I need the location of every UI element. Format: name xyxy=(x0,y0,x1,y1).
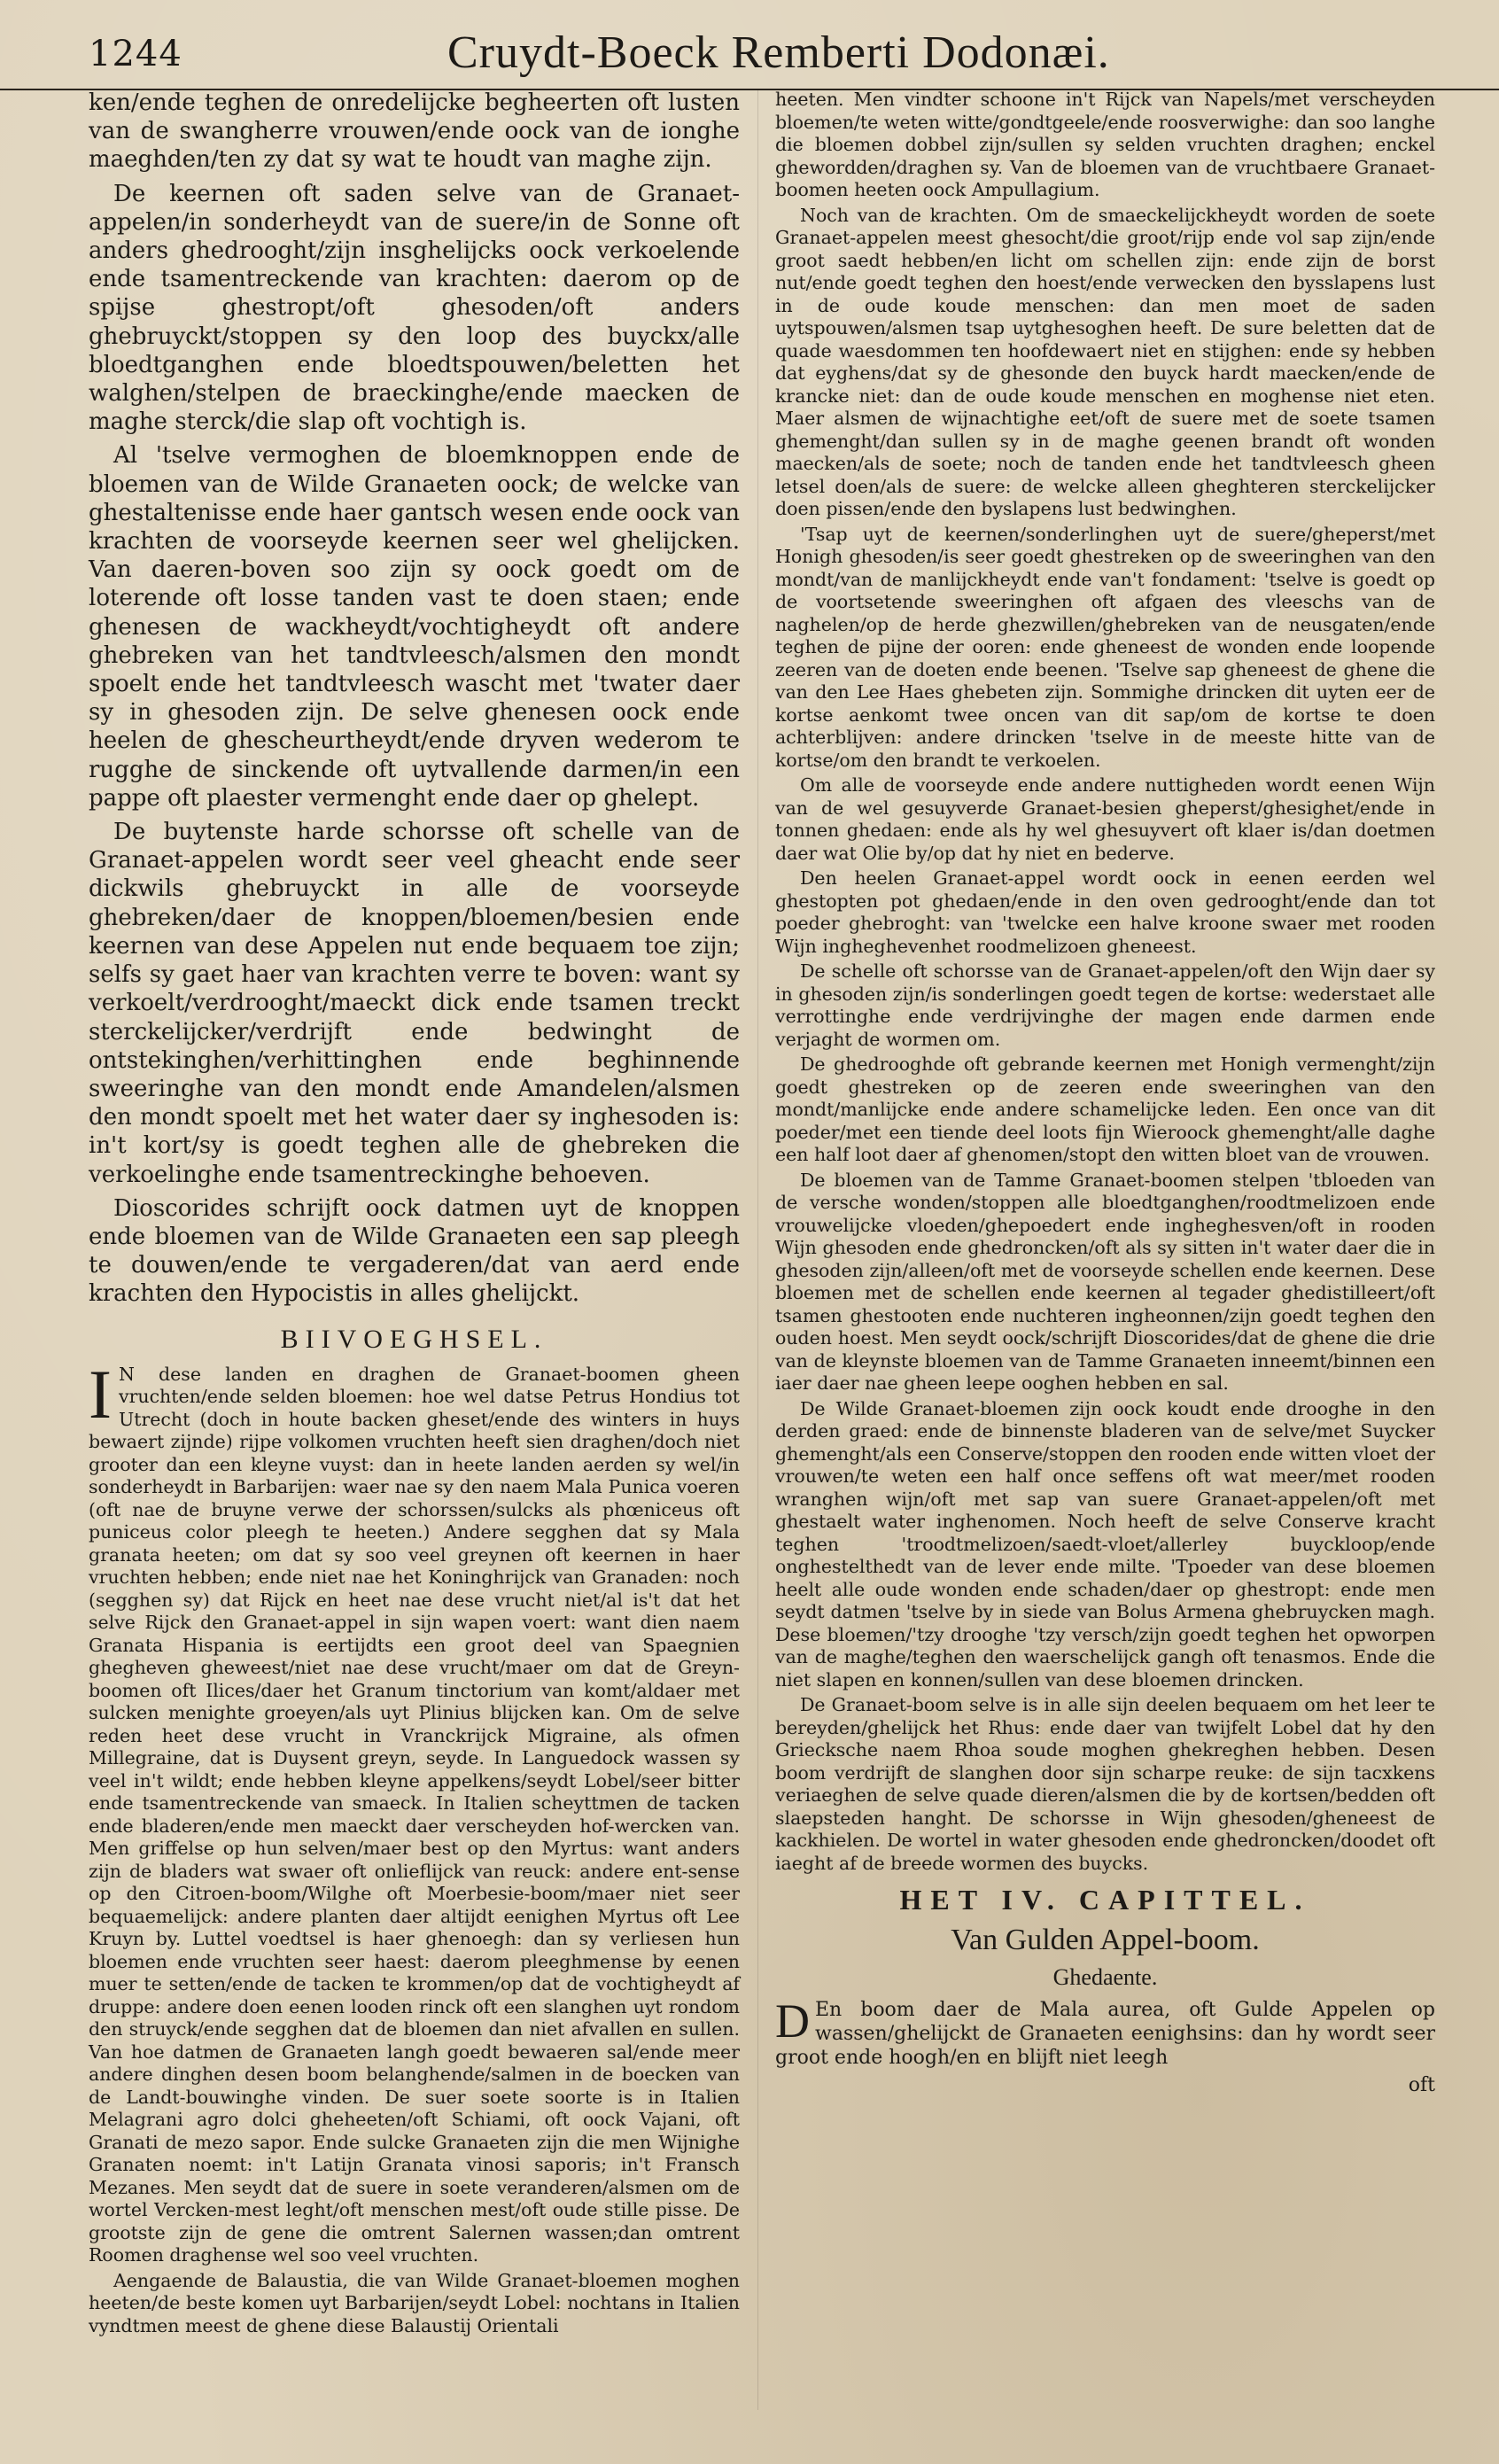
paragraph: Dioscorides schrijft oock datmen uyt de knoppen ende bloemen van de Wilde Granaeten een sap pleegh te douwen/ende te vergaderen/dat van aerd ende krachten den Hypocistis in alles ghelijckt. xyxy=(89,1194,740,1308)
section-heading-bijvoeghsel: BIIVOEGHSEL. xyxy=(280,1324,548,1354)
column-divider xyxy=(757,89,758,2410)
page-header xyxy=(0,0,1499,90)
chapter-subtitle: Van Gulden Appel-boom. xyxy=(951,1924,1260,1956)
chapter-section-heading: Ghedaente. xyxy=(1052,1964,1158,1990)
bijvoeghsel-text: N dese landen en draghen de Granaet-boomen gheen vruchten/ende selden bloemen: hoe wel datse Petrus Hondius tot Utrecht (doch in houte backen gheset/ende des winters in huys bewaert zijnde) rijpe volkomen vruchten heeft sien draghen/doch niet grooter dan een kleyne vuyst: dan in heete landen aerden sy wel/in sonderheydt in Barbarijen: waer nae sy den naem Mala Punica voeren (oft nae de bruyne verwe der schorssen/sulcks als phœniceus oft puniceus color pleegh te heeten.) Andere segghen dat sy Mala granata heeten; om dat sy soo veel greynen oft keernen in haer vruchten hebben; ende niet nae het Koninghrijck van Granaden: noch (segghen sy) dat Rijck en heet nae dese vrucht niet/al is't dat het selve Rijck den Granaet-appel in sijn wapen voert: want dien naem Granata Hispania is eertijdts een groot deel van Spaegnien ghegheven gheweest/niet nae dese vrucht/maer om dat de Greyn-boomen oft Ilices/daer het Granum tinctorium van komt/aldaer met sulcken menighte groeyen/als uyt Plinius blijcken kan. Om de selve reden heet dese vrucht in Vranckrijck Migraine, als ofmen Millegraine, dat is Duysent greyn, seyde. In Languedock wassen sy veel in't wildt; ende hebben kleyne appelkens/seydt Lobel/seer bitter ende tsamentreckende van smaeck. In Italien scheyttmen de tacken ende bladeren/ende men maeckt daer verscheyden hof-wercken van. Men griffelse op hun selven/maer best op den Myrtus: want anders zijn de bladers wat swaer oft onlieflijck van reuck: andere ent-sense op den Citroen-boom/Wilghe oft Moerbesie-boom/maer niet seer bequaemelijck: andere planten daer altijdt eenighen Myrtus oft Lee Kruyn by. Luttel voedtsel is haer ghenoegh: dan sy verliesen hun bloemen ende vruchten seer haest: daerom pleeghmense by eenen muer te setten/ende de tacken te krommen/op dat de vochtigheydt af druppe: andere doen eenen looden rinck oft een slanghen uyt rondom den struyck/ende segghen dat de bloemen dan niet afvallen en sullen. Van hoe datmen de Granaeten langh goedt bewaeren sal/ende meer andere dinghen desen boom belanghende/salmen in de boecken van de Landt-bouwinghe vinden. De suer soete soorte is in Italien Melagrani agro dolci gheheeten/oft Schiami, oft oock Vajani, oft Granati de mezo sapor. Ende sulcke Granaeten zijn die men Wijnighe Granaten noemt: in't Latijn Granata vinosi saporis; in't Fransch Mezanes. Men seydt dat de suere in soete veranderen/alsmen om de wortel Vercken-mest leght/oft menschen mest/oft oude stille pisse. De grootste zijn de gene die omtrent Salernen wassen;dan omtrent Roomen draghense wel soo veel vruchten. xyxy=(89,1363,740,2266)
paragraph: De keernen oft saden selve van de Granaet-appelen/in sonderheydt van de suere/in de Sonne oft anders ghedrooght/zijn insghelijcks oock verkoelende ende tsamentreckende van krachten: daerom op de spijse ghestropt/oft ghesoden/oft anders ghebruyckt/stoppen sy den loop des buyckx/alle bloedtganghen ende bloedtspouwen/beletten het walghen/stelpen de braeckinghe/ende maecken de maghe sterck/die slap oft vochtigh is. xyxy=(89,180,740,436)
paragraph: 'Tsap uyt de keernen/sonderlinghen uyt de suere/gheperst/met Honigh ghesoden/is seer goedt ghestreken op de sweeringhen van den mondt/van de manlijckheydt ende van't fondament: 'tselve is goedt op de voortsetende sweeringhen oft afgaen des vleeschs van de naghelen/op de herde ghezwillen/ghebreken van de neusgaten/ende teghen de pijne der ooren: ende gheneest de wonden ende loopende zeeren van de doeten ende beenen. 'Tselve sap gheneest de ghene die van den Lee Haes ghebeten zijn. Sommighe drincken dit uyten eer de kortse aenkomt twee oncen van dit sap/om de kortse te doen achterblijven: andere drincken 'tselve in de meeste hitte van de kortse/om den brandt te verkoelen. xyxy=(775,523,1435,771)
paragraph: Aengaende de Balaustia, die van Wilde Granaet-bloemen moghen heeten/de beste komen uyt Barbarijen/seydt Lobel: nochtans in Italien vyndtmen meest de ghene diese Balaustij Orientali xyxy=(89,2269,740,2336)
paragraph: De Granaet-boom selve is in alle sijn deelen bequaem om het leer te bereyden/ghelijck het Rhus: ende daer van twijfelt Lobel dat hy den Griecksche naem Rhoa soude moghen ghekreghen hebben. Desen boom verdrijft de slanghen door sijn scharpe reuke: de sijn tacxkens veriaeghen de selve quade dieren/alsmen die by de kortsen/bedden oft slaepsteden hanght. De schorsse in Wijn ghesoden/gheneest de kackhielen. De wortel in water ghesoden ende ghedroncken/doodet oft iaeght af de breede wormen des buycks. xyxy=(775,1694,1435,1874)
paragraph: Noch van de krachten. Om de smaeckelijckheydt worden de soete Granaet-appelen meest ghesocht/die groot/rijp ende vol sap zijn/ende groot saedt hebben/en licht om schellen zijn: ende zijn de borst nut/ende goedt teghen den hoest/ende verwecken den bysslapens lust in de oude koude menschen: dan men moet de saden uytspouwen/alsmen tsap uytghesoghen heeft. De sure beletten dat de quade waesdommen ten hoofdewaert niet en stijghen: ende sy hebben dat eyghens/dat sy de ghesonde den buyck hardt maecken/ende de krancke niet: dan de oude koude menschen en moghense niet eten. Maer alsmen de wijnachtighe eet/oft de suere met de soete tsamen ghemenght/dan sullen sy in de maghe geenen brandt oft wonden maecken/als de soete; noch de tanden ende het tandtvleesch gheen letsel doen/als de suere: de welcke alleen gheghteren sterckelijcker doen pissen/ende den byslapens lust bedwinghen. xyxy=(775,204,1435,519)
drop-cap: I xyxy=(89,1355,112,1433)
bijvoeghsel-paragraph xyxy=(89,1355,740,2267)
chapter-paragraph xyxy=(775,1994,1435,2071)
paragraph: De schelle oft schorsse van de Granaet-appelen/oft den Wijn daer sy in ghesoden zijn/is sonderlingen goedt tegen de kortse: wederstaet alle verrottinghe ende verdrijvinghe der magen ende darmen ende verjaght de wormen om. xyxy=(775,960,1435,1050)
catchword: oft xyxy=(1408,2073,1435,2096)
paragraph: De ghedrooghde oft gebrande keernen met Honigh vermenght/zijn goedt ghestreken op de zeeren ende sweeringhen van den mondt/manlijcke ende andere schamelijcke leden. Een once van dit poeder/met een tiende deel loots fijn Wieroock ghemenght/alle daghe een half loot daer af ghenomen/stopt den witten bloet van de vrouwen. xyxy=(775,1053,1435,1165)
paragraph: Al 'tselve vermoghen de bloemknoppen ende de bloemen van de Wilde Granaeten oock; de welcke van ghestaltenisse ende haer gantsch wesen ende oock van krachten de voorseyde keernen seer wel ghelijcken. Van daeren-boven soo zijn sy oock goedt om de loterende oft losse tanden vast te doen staen; ende ghenesen de wackheydt/vochtigheydt oft andere ghebreken van het tandtvleesch/alsmen den mondt spoelt ende het tandtvleesch wascht met 'twater daer sy in ghesoden zijn. De selve ghenesen oock ende heelen de ghescheurtheydt/ende dryven wederom te rugghe de sinckende oft uytvallende darmen/in een pappe oft plaester vermenght ende daer op ghelept. xyxy=(89,442,740,812)
paragraph: De buytenste harde schorsse oft schelle van de Granaet-appelen wordt seer veel gheacht ende seer dickwils ghebruyckt in alle de voorseyde ghebreken/daer de knoppen/bloemen/besien ende keernen van dese Appelen nut ende bequaem toe zijn; selfs sy gaet haer van krachten verre te boven: want sy verkoelt/verdrooght/maeckt dick ende tsamen treckt sterckelijcker/verdrijft ende bedwinght de ontstekinghen/verhittinghen ende beghinnende sweeringhe van den mondt ende Amandelen/alsmen den mondt spoelt met het water daer sy inghesoden is: in't kort/sy is goedt teghen alle de ghebreken die verkoelinghe ende tsamentreckinghe behoeven. xyxy=(89,819,740,1188)
chapter-text: En boom daer de Mala aurea, oft Gulde Appelen op wassen/ghelijckt de Granaeten eenighsins: dan hy wordt seer groot ende hoogh/en en blijft niet leegh xyxy=(775,1999,1435,2070)
drop-cap: D xyxy=(775,1994,810,2048)
right-column xyxy=(775,89,1435,2096)
left-column xyxy=(89,89,740,2340)
paragraph: De Wilde Granaet-bloemen zijn oock koudt ende drooghe in den derden graed: ende de binnenste bladeren van de selve/met Suycker ghemenght/als een Conserve/stoppen den rooden ende witten vloet der vrouwen/te weten een half once seffens oft wat meer/met rooden wranghen wijn/oft met sap van suere Granaet-appelen/oft met ghestaelt water inghenomen. Noch heeft de selve Conserve kracht teghen 'troodtmelizoen/saedt-vloet/allerley buyckloop/ende onghestelthedt van de lever ende milte. 'Tpoeder van dese bloemen heelt alle oude wonden ende schaden/daer op ghestropt: ende men seydt datmen 'tselve by in siede van Bolus Armena ghebruycken magh. Dese bloemen/'tzy drooghe 'tzy versch/zijn goedt teghen het opworpen van de maghe/teghen den waerschelijck gangh oft tenasmos. Ende die niet slapen en konnen/sullen van dese bloemen drincken. xyxy=(775,1397,1435,1691)
paragraph: Om alle de voorseyde ende andere nuttigheden wordt eenen Wijn van de wel gesuyverde Granaet-besien gheperst/ghesighet/ende in tonnen ghedaen: ende als hy wel ghesuyvert oft klaer is/dan doetmen daer wat Olie by/op dat hy niet en bederve. xyxy=(775,774,1435,864)
paragraph: Den heelen Granaet-appel wordt oock in eenen eerden wel ghestopten pot ghedaen/ende in den oven gedrooght/ende dan tot poeder ghebroght: van 'twelcke een halve kroone swaer met rooden Wijn ingheghevenhet roodmelizoen gheneest. xyxy=(775,867,1435,957)
page-number: 1244 xyxy=(89,34,183,74)
paragraph: De bloemen van de Tamme Granaet-boomen stelpen 'tbloeden van de versche wonden/stoppen alle bloedtganghen/roodtmelizoen ende vrouwelijcke vloeden/ghepoedert ende ingheghesven/oft in rooden Wijn ghesoden ende ghedroncken/oft als sy sitten in't water daer die in ghesoden zijn/alleen/oft met de voorseyde schellen ende keernen. Dese bloemen met de schellen ende keernen al tegader ghedistilleert/oft tsamen ghestooten ende nuchteren ingheonnen/zijn goedt teghen den ouden hoest. Men seydt oock/schrijft Dioscorides/dat de ghene die drie van de kleynste bloemen van de Tamme Granaeten inneemt/binnen een iaer daer nae gheen leepe ooghen hebben en sal. xyxy=(775,1169,1435,1394)
paragraph: ken/ende teghen de onredelijcke begheerten oft lusten van de swangherre vrouwen/ende oock van de ionghe maeghden/ten zy dat sy wat te houdt van maghe zijn. xyxy=(89,89,740,174)
paragraph: heeten. Men vindter schoone in't Rijck van Napels/met verscheyden bloemen/te weten witte/gondtgeele/ende roosverwighe: dan soo langhe die bloemen dobbel zijn/sullen sy selden vruchten draghen; enckel ghewordden/draghen sy. Van de bloemen van de vruchtbaere Granaet-boomen heeten oock Ampullagium. xyxy=(775,89,1435,200)
running-title: Cruydt-Boeck Remberti Dodonæi. xyxy=(447,27,1110,78)
chapter-title: HET IV. CAPITTEL. xyxy=(899,1884,1311,1916)
